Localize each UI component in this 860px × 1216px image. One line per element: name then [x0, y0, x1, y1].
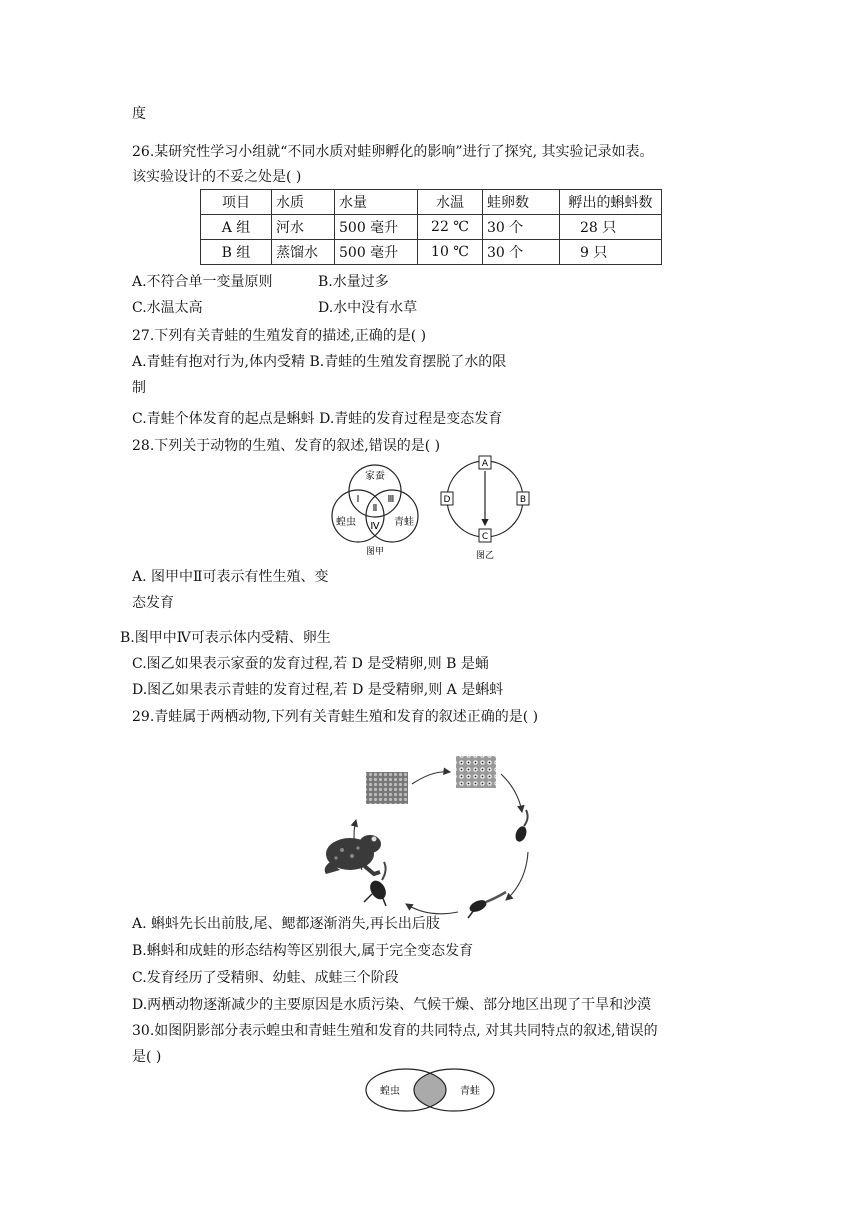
- q26-option-c: C.水温太高: [132, 300, 203, 316]
- q26-option-b: B.水量过多: [318, 274, 389, 290]
- q29-option-c: C.发育经历了受精卵、幼蛙、成蛙三个阶段: [132, 970, 399, 986]
- table-cell: 500 毫升: [335, 240, 418, 265]
- table-header: 孵出的蝌蚪数: [560, 190, 662, 215]
- venn-region-3: Ⅲ: [387, 494, 395, 505]
- q28-option-d: D.图乙如果表示青蛙的发育过程,若 D 是受精卵,则 A 是蝌蚪: [132, 682, 504, 698]
- venn-label-locust: 蝗虫: [380, 1086, 400, 1097]
- text-top: 度: [132, 106, 146, 122]
- table-cell: 28 只: [560, 215, 662, 240]
- table-cell: 河水: [272, 215, 335, 240]
- table-cell: 30 个: [483, 240, 560, 265]
- q26-stem-line1: 26.某研究性学习小组就“不同水质对蛙卵孵化的影响”进行了探究, 其实验记录如表。: [132, 144, 654, 160]
- q30-stem-line2: 是( ): [132, 1049, 162, 1065]
- q29-option-b: B.蝌蚪和成蛙的形态结构等区别很大,属于完全变态发育: [132, 943, 474, 959]
- table-cell: 9 只: [560, 240, 662, 265]
- q29-frog-lifecycle-figure: [318, 752, 533, 922]
- figure-caption-yi: 图乙: [475, 551, 495, 561]
- q29-option-d: D.两栖动物逐渐减少的主要原因是水质污染、气候干燥、部分地区出现了干旱和沙漠: [132, 997, 652, 1013]
- q27-options-ab: A.青蛙有抱对行为,体内受精 B.青蛙的生殖发育摆脱了水的限: [132, 354, 507, 370]
- table-header: 水温: [418, 190, 483, 215]
- q28-cycle-figure: [432, 452, 542, 564]
- q28-option-c: C.图乙如果表示家蚕的发育过程,若 D 是受精卵,则 B 是蛹: [132, 656, 489, 672]
- cycle-node-a: A: [481, 459, 489, 469]
- q26-option-d: D.水中没有水草: [318, 300, 418, 316]
- cycle-node-c: C: [481, 532, 489, 542]
- q28-venn-figure: [318, 455, 438, 560]
- venn-region-2: Ⅱ: [372, 503, 378, 514]
- q27-stem: 27.下列有关青蛙的生殖发育的描述,正确的是( ): [132, 328, 427, 344]
- venn-region-1: Ⅰ: [356, 494, 360, 505]
- tadpole-with-legs-image: [468, 892, 506, 918]
- q28-option-a-wrap: 态发育: [132, 595, 174, 611]
- frog-eggs-image: [366, 772, 408, 804]
- tadpole-image: [514, 810, 529, 843]
- q27-options-cd: C.青蛙个体发育的起点是蝌蚪 D.青蛙的发育过程是变态发育: [132, 411, 503, 427]
- table-header: 蛙卵数: [483, 190, 560, 215]
- venn-label-locust: 蝗虫: [336, 517, 356, 528]
- table-header-row: [201, 190, 662, 215]
- q28-stem: 28.下列关于动物的生殖、发育的叙述,错误的是( ): [132, 438, 441, 454]
- table-row: [201, 240, 662, 265]
- table-header: 水质: [272, 190, 335, 215]
- table-row: [201, 215, 662, 240]
- venn-region-4: Ⅳ: [370, 521, 380, 532]
- table-cell: 蒸馏水: [272, 240, 335, 265]
- q27-options-ab-wrap: 制: [132, 380, 146, 396]
- adult-frog-image: [325, 835, 381, 874]
- q28-option-a: A. 图甲中Ⅱ可表示有性生殖、变: [132, 569, 329, 585]
- table-cell: A 组: [201, 215, 272, 240]
- embryo-image: [456, 756, 496, 788]
- q26-stem-line2: 该实验设计的不妥之处是( ): [132, 169, 302, 185]
- cycle-node-d: D: [443, 495, 451, 505]
- table-header: 项目: [201, 190, 272, 215]
- venn-label-silkworm: 家蚕: [365, 471, 385, 482]
- venn-label-frog: 青蛙: [460, 1086, 480, 1097]
- q30-stem-line1: 30.如图阴影部分表示蝗虫和青蛙生殖和发育的共同特点, 对其共同特点的叙述,错误的: [132, 1023, 658, 1039]
- table-cell: 10 ℃: [418, 240, 483, 265]
- table-cell: 30 个: [483, 215, 560, 240]
- q28-option-b: B.图甲中Ⅳ可表示体内受精、卵生: [120, 630, 331, 646]
- figure-caption-jia: 图甲: [365, 547, 385, 557]
- table-header: 水量: [335, 190, 418, 215]
- q29-option-a: A. 蝌蚪先长出前肢,尾、鳃都逐渐消失,再长出后肢: [132, 916, 440, 932]
- venn-label-frog: 青蛙: [394, 517, 414, 528]
- table-cell: 22 ℃: [418, 215, 483, 240]
- q26-table: [200, 189, 662, 265]
- cycle-node-b: B: [519, 495, 527, 505]
- q29-stem: 29.青蛙属于两栖动物,下列有关青蛙生殖和发育的叙述正确的是( ): [132, 709, 539, 725]
- table-cell: B 组: [201, 240, 272, 265]
- q30-venn-figure: [364, 1066, 496, 1114]
- table-cell: 500 毫升: [335, 215, 418, 240]
- q26-option-a: A.不符合单一变量原则: [132, 274, 273, 290]
